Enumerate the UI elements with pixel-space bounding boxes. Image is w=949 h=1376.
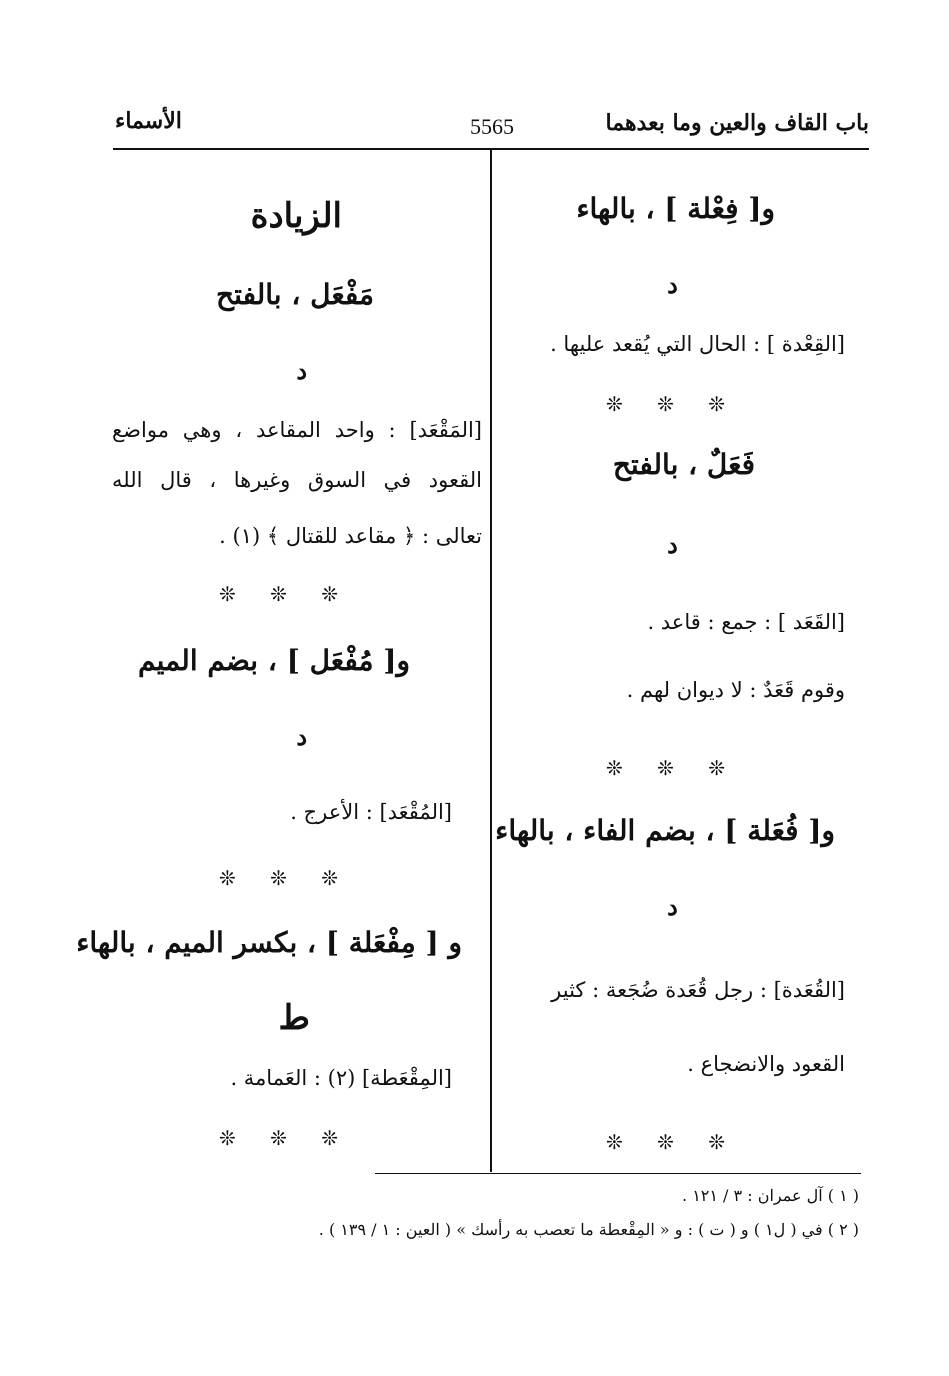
entry-text: [القَعَد ] : جمع : قاعد . (647, 610, 845, 634)
column-separator (490, 150, 492, 1172)
entry-text: [المِقْعَطة] (٢) : العَمامة . (230, 1066, 452, 1090)
pattern-heading: و[ فِعْلة ] ، بالهاء (576, 192, 775, 225)
root-letter: د (296, 722, 307, 751)
footnote-2: ( ٢ ) في ( ل١ ) و ( ت ) : و « المِقْعطة ما تعصب به رأسك » ( العين : ١ / ١٣٩ ) . (318, 1220, 859, 1239)
footnote-1: ( ١ ) آل عمران : ٣ / ١٢١ . (682, 1186, 859, 1205)
root-letter: د (667, 892, 678, 921)
entry-text: [المَقْعَد] : واحد المقاعد ، وهي مواضع (112, 418, 482, 442)
entry-text: القعود في السوق وغيرها ، قال الله (112, 468, 482, 492)
separator-stars: ❊ ❊ ❊ (606, 756, 739, 780)
footnote-rule (375, 1173, 861, 1174)
running-header-chapter: باب القاف والعين وما بعدهما (605, 110, 869, 136)
entry-text: [القِعْدة ] : الحال التي يُقعد عليها . (550, 332, 845, 356)
root-letter: د (667, 530, 678, 559)
separator-stars: ❊ ❊ ❊ (219, 582, 352, 606)
separator-stars: ❊ ❊ ❊ (219, 1126, 352, 1150)
running-header-section: الأسماء (115, 108, 182, 134)
root-letter: ط (278, 998, 310, 1038)
root-letter: د (667, 270, 678, 299)
root-letter: د (296, 356, 307, 385)
entry-text: القعود والانضجاع . (687, 1052, 845, 1076)
pattern-heading: و [ مِفْعَلة ] ، بكسر الميم ، بالهاء (76, 926, 462, 959)
entry-text: تعالى : ﴿ مقاعد للقتال ﴾ (١) . (219, 524, 482, 548)
section-title: الزيادة (250, 196, 342, 236)
entry-text: وقوم قَعَدٌ : لا ديوان لهم . (626, 678, 845, 702)
pattern-heading: و[ مُفْعَل ] ، بضم الميم (138, 644, 410, 677)
pattern-heading: مَفْعَل ، بالفتح (216, 278, 374, 311)
pattern-heading: فَعَلٌ ، بالفتح (612, 448, 755, 481)
entry-text: [المُقْعَد] : الأعرج . (290, 800, 452, 824)
pattern-heading: و[ فُعَلة ] ، بضم الفاء ، بالهاء (495, 814, 835, 847)
separator-stars: ❊ ❊ ❊ (219, 866, 352, 890)
entry-text: [القُعَدة] : رجل قُعَدة ضُجَعة : كثير (551, 978, 845, 1002)
page-number: 5565 (470, 114, 514, 139)
separator-stars: ❊ ❊ ❊ (606, 1130, 739, 1154)
separator-stars: ❊ ❊ ❊ (606, 392, 739, 416)
